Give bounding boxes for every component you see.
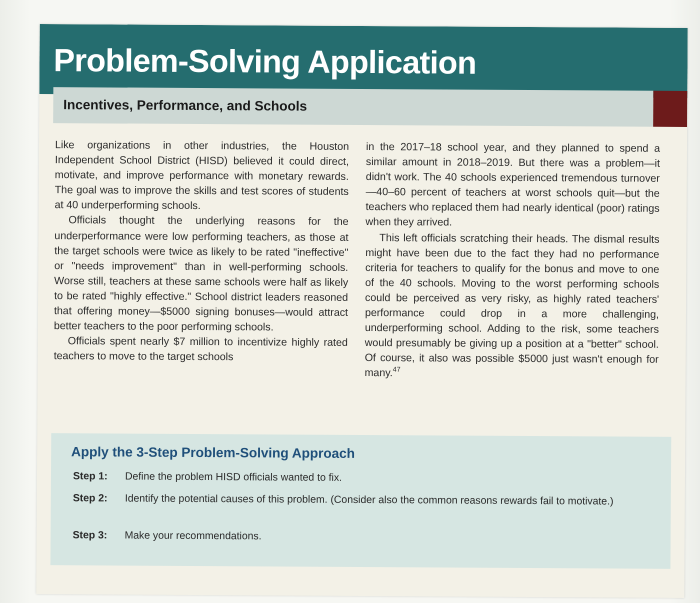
section-subtitle: Incentives, Performance, and Schools [63, 97, 308, 114]
step-2-label: Step 2: [72, 493, 108, 505]
step-1-text: Define the problem HISD officials wanted to fix. [124, 471, 342, 484]
page-title: Problem-Solving Application [53, 42, 477, 81]
left-paragraph-2: Officials thought the underlying reasons for the underperformance were low performing teachers, as those at the target schools were twice as likely to be rated "ineffective" or "needs improvement" than in well-performing schools. Worse still, teachers at these same schools were half as likely to be rated "highly effective." School district leaders reasoned that offering money—$5000 signing bonuses—would attract better teachers to the poor performing schools. [53, 214, 349, 334]
left-column [54, 138, 349, 366]
step-3-label: Step 3: [72, 530, 108, 542]
right-column [365, 140, 660, 383]
step-3-text: Make your recommendations. [124, 530, 262, 543]
subtitle-accent [653, 91, 687, 127]
right-paragraph-1: in the 2017–18 school year, and they planned to spend a similar amount in 2018–2019. But there was a problem—it didn't work. The 40 schools experienced tremendous turnover—40–60 percent of teachers at worst schools quit—but the teachers who replaced them had nearly identical (poor) ratings when they arrived. [365, 141, 661, 230]
left-paragraph-1: Like organizations in other industries, the Houston Independent School District (HISD) believed it could direct, motivate, and improve performance with monetary rewards. The goal was to improve the skills and test scores of students at 40 underperforming schools. [54, 139, 350, 213]
step-1-label: Step 1: [72, 471, 108, 483]
textbook-page [36, 24, 687, 598]
footnote-ref: 47 [392, 367, 401, 375]
right-paragraph-2 [365, 231, 660, 384]
step-2-text: Identify the potential causes of this problem. (Consider also the common reasons rewards fail to motivate.) [124, 493, 614, 508]
left-paragraph-3: Officials spent nearly $7 million to incentivize highly rated teachers to move to the target schools [53, 335, 348, 364]
apply-box-title: Apply the 3-Step Problem-Solving Approach [71, 444, 355, 461]
right-paragraph-2-text: This left officials scratching their heads. The dismal results might have been due to the fact they had no performance criteria for teachers to qualify for the bonus and move to one of the 40 schools. Moving to the worst performing schools could be perceived as very risky, as highly rated teachers' performance could drop in a more challenging, underperforming school. Adding to the risk, some teachers would presumably be giving up a position at a "better" school. Of course, it also was possible $5000 just wasn't enough for many. [364, 231, 660, 380]
